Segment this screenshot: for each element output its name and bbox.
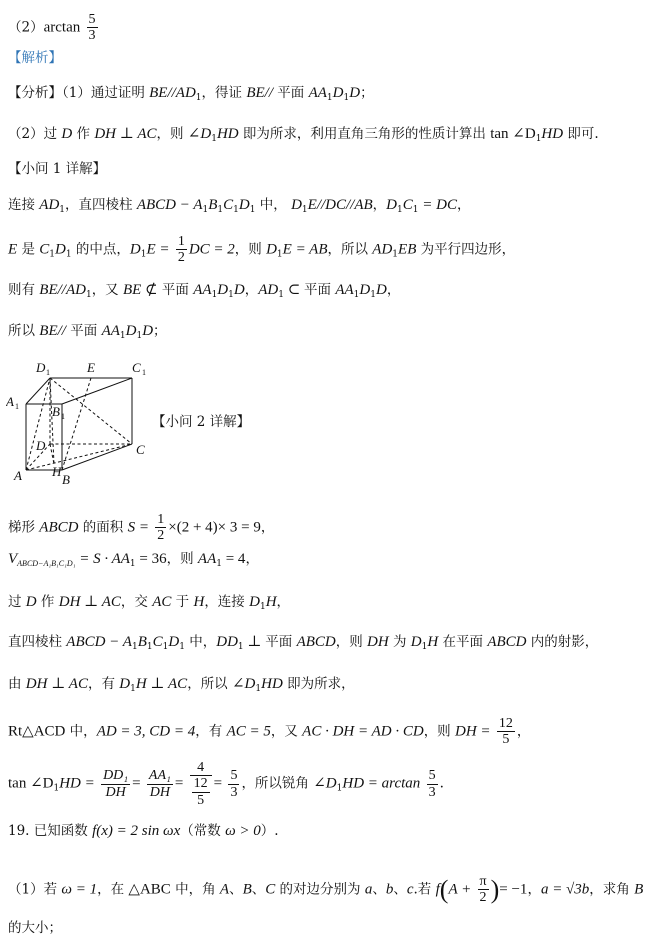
solution-2-line-3: 过 D 作 DH ⊥ AC，交 AC 于 H，连接 $D_1H$， (8, 594, 291, 612)
solution-2-line-5: 由 DH ⊥ AC，有 $D_1H$ ⊥ AC，所以 $\angle D_1HD$ 即为所求， (8, 676, 355, 694)
prism-figure (6, 358, 156, 490)
svg-text:1: 1 (61, 412, 65, 421)
solution-2-line-2: $V_{ABCD-A_1B_1C_1D_1} = S \cdot AA_1 = 36$，则 $AA_1 = 4$， (8, 551, 259, 569)
solution-2-line-4: 直四棱柱 ABCD − $A_1B_1C_1D_1$ 中，$DD_1$ ⊥ 平面 ABCD，则 DH 为 $D_1H$ 在平面 ABCD 内的射影， (8, 634, 599, 652)
label-d: D (36, 438, 46, 453)
sub-question-2-heading: 【小问 2 详解】 (152, 414, 251, 430)
fraction: $\frac{1}{2}$ (177, 234, 185, 266)
analysis-line-1: 【分析】（1）通过证明 $BE//AD_1$，得证 BE// 平面 $AA_1D_1D$； (8, 85, 374, 103)
sub-question-1-heading: 【小问 1 详解】 (8, 161, 107, 177)
problem-19-line-3: 的大小； (8, 920, 62, 936)
fraction: $\frac{\text{DD₁}}{DH}$ (103, 768, 129, 800)
solution-1-line-2: E 是 $C_1D_1$ 的中点，$D_1E$ = $\frac{1}{2}$ DC = 2，则 $D_1E$ = AB，所以 $AD_1EB$ 为平行四边形， (8, 234, 516, 266)
edge-b1-c1 (62, 378, 132, 404)
fraction: $\frac{5}{3}$ (230, 768, 238, 800)
fraction: $\frac{\pi}{2}$ (479, 874, 487, 906)
fraction: $\frac{5}{3}$ (428, 768, 436, 800)
fraction: $\frac{12}{5}$ (498, 716, 513, 748)
seg-d1-h (50, 378, 54, 464)
edge-b-c (62, 444, 132, 470)
seg-b-e (62, 378, 91, 470)
svg-text:1: 1 (15, 402, 19, 411)
solution-1-line-1: 连接 $AD_1$，直四棱柱 ABCD − $A_1B_1C_1D_1$ 中， $D_1E//DC//AB$，$D_1C_1$ = DC， (8, 197, 471, 215)
solution-1-line-4: 所以 BE// 平面 $AA_1D_1D$； (8, 323, 167, 341)
problem-19-line-1: 19. 已知函数 f(x) = 2 sin ωx（常数 ω > 0）. (8, 823, 279, 839)
fraction: $\frac{1}{2}$ (157, 512, 165, 544)
analysis-line-2: （2）过 D 作 DH ⊥ AC，则 $\angle D_1HD$ 即为所求，利用直角三角形的性质计算出 $\tan \angle D_1HD$ 即可. (8, 126, 599, 144)
solution-1-line-3: 则有 $BE//AD_1$，又 BE ⊄ 平面 $AA_1D_1D$，$AD_1$ ⊂ 平面 $AA_1D_1D$， (8, 282, 401, 300)
label-e: E (87, 360, 95, 375)
label-d1: D (36, 360, 46, 375)
analysis-heading: 【解析】 (8, 50, 62, 66)
label-a1: A (6, 394, 14, 409)
fraction: $\frac{\text{AA₁}}{DH}$ (148, 768, 171, 800)
problem-19-line-2: （1）若 ω = 1，在 △ABC 中，角 A、B、C 的对边分别为 a、b、c.若 f(A + $\frac{\pi}{2}$ )= −1，a = √3b，求角 B (8, 874, 644, 906)
label-h: H (52, 464, 62, 479)
svg-text:1: 1 (46, 368, 50, 377)
edge-a1-d1 (26, 378, 50, 404)
label-b: B (62, 472, 70, 487)
seg-a-d1 (26, 378, 50, 470)
solution-2-line-1: 梯形 ABCD 的面积 S = $\frac{1}{2}$ ×(2 + 4)× 3 = 9， (8, 512, 275, 544)
solution-2-line-6: Rt△ACD 中，AD = 3, CD = 4，有 AC = 5，又 AC · DH = AD · CD，则 DH = $\frac{12}{5}$ ， (8, 716, 531, 748)
label-a: A (14, 468, 22, 483)
fraction: $\frac{4}{\frac{12}{5}}$ (190, 760, 212, 808)
label-c1: C (132, 360, 141, 375)
fraction: $\frac{5}{3}$ (88, 12, 96, 44)
label-b1: B (52, 404, 60, 419)
solution-2-line-7: $\tan \angle D_1HD$ = $\frac{\text{DD₁}}{DH}$ = $\frac{\text{AA₁}}{DH}$ = $\frac{4}{\frac{12}{5}}$ = $\frac{5}{3}$ ，所以锐角 $\angle D_1HD = \arctan$ $\frac{5}{3}$ . (8, 760, 444, 808)
answer-line-2: （2）arctan $\frac{5}{3}$ (8, 12, 96, 44)
svg-text:1: 1 (142, 368, 146, 377)
label-c: C (136, 442, 145, 457)
